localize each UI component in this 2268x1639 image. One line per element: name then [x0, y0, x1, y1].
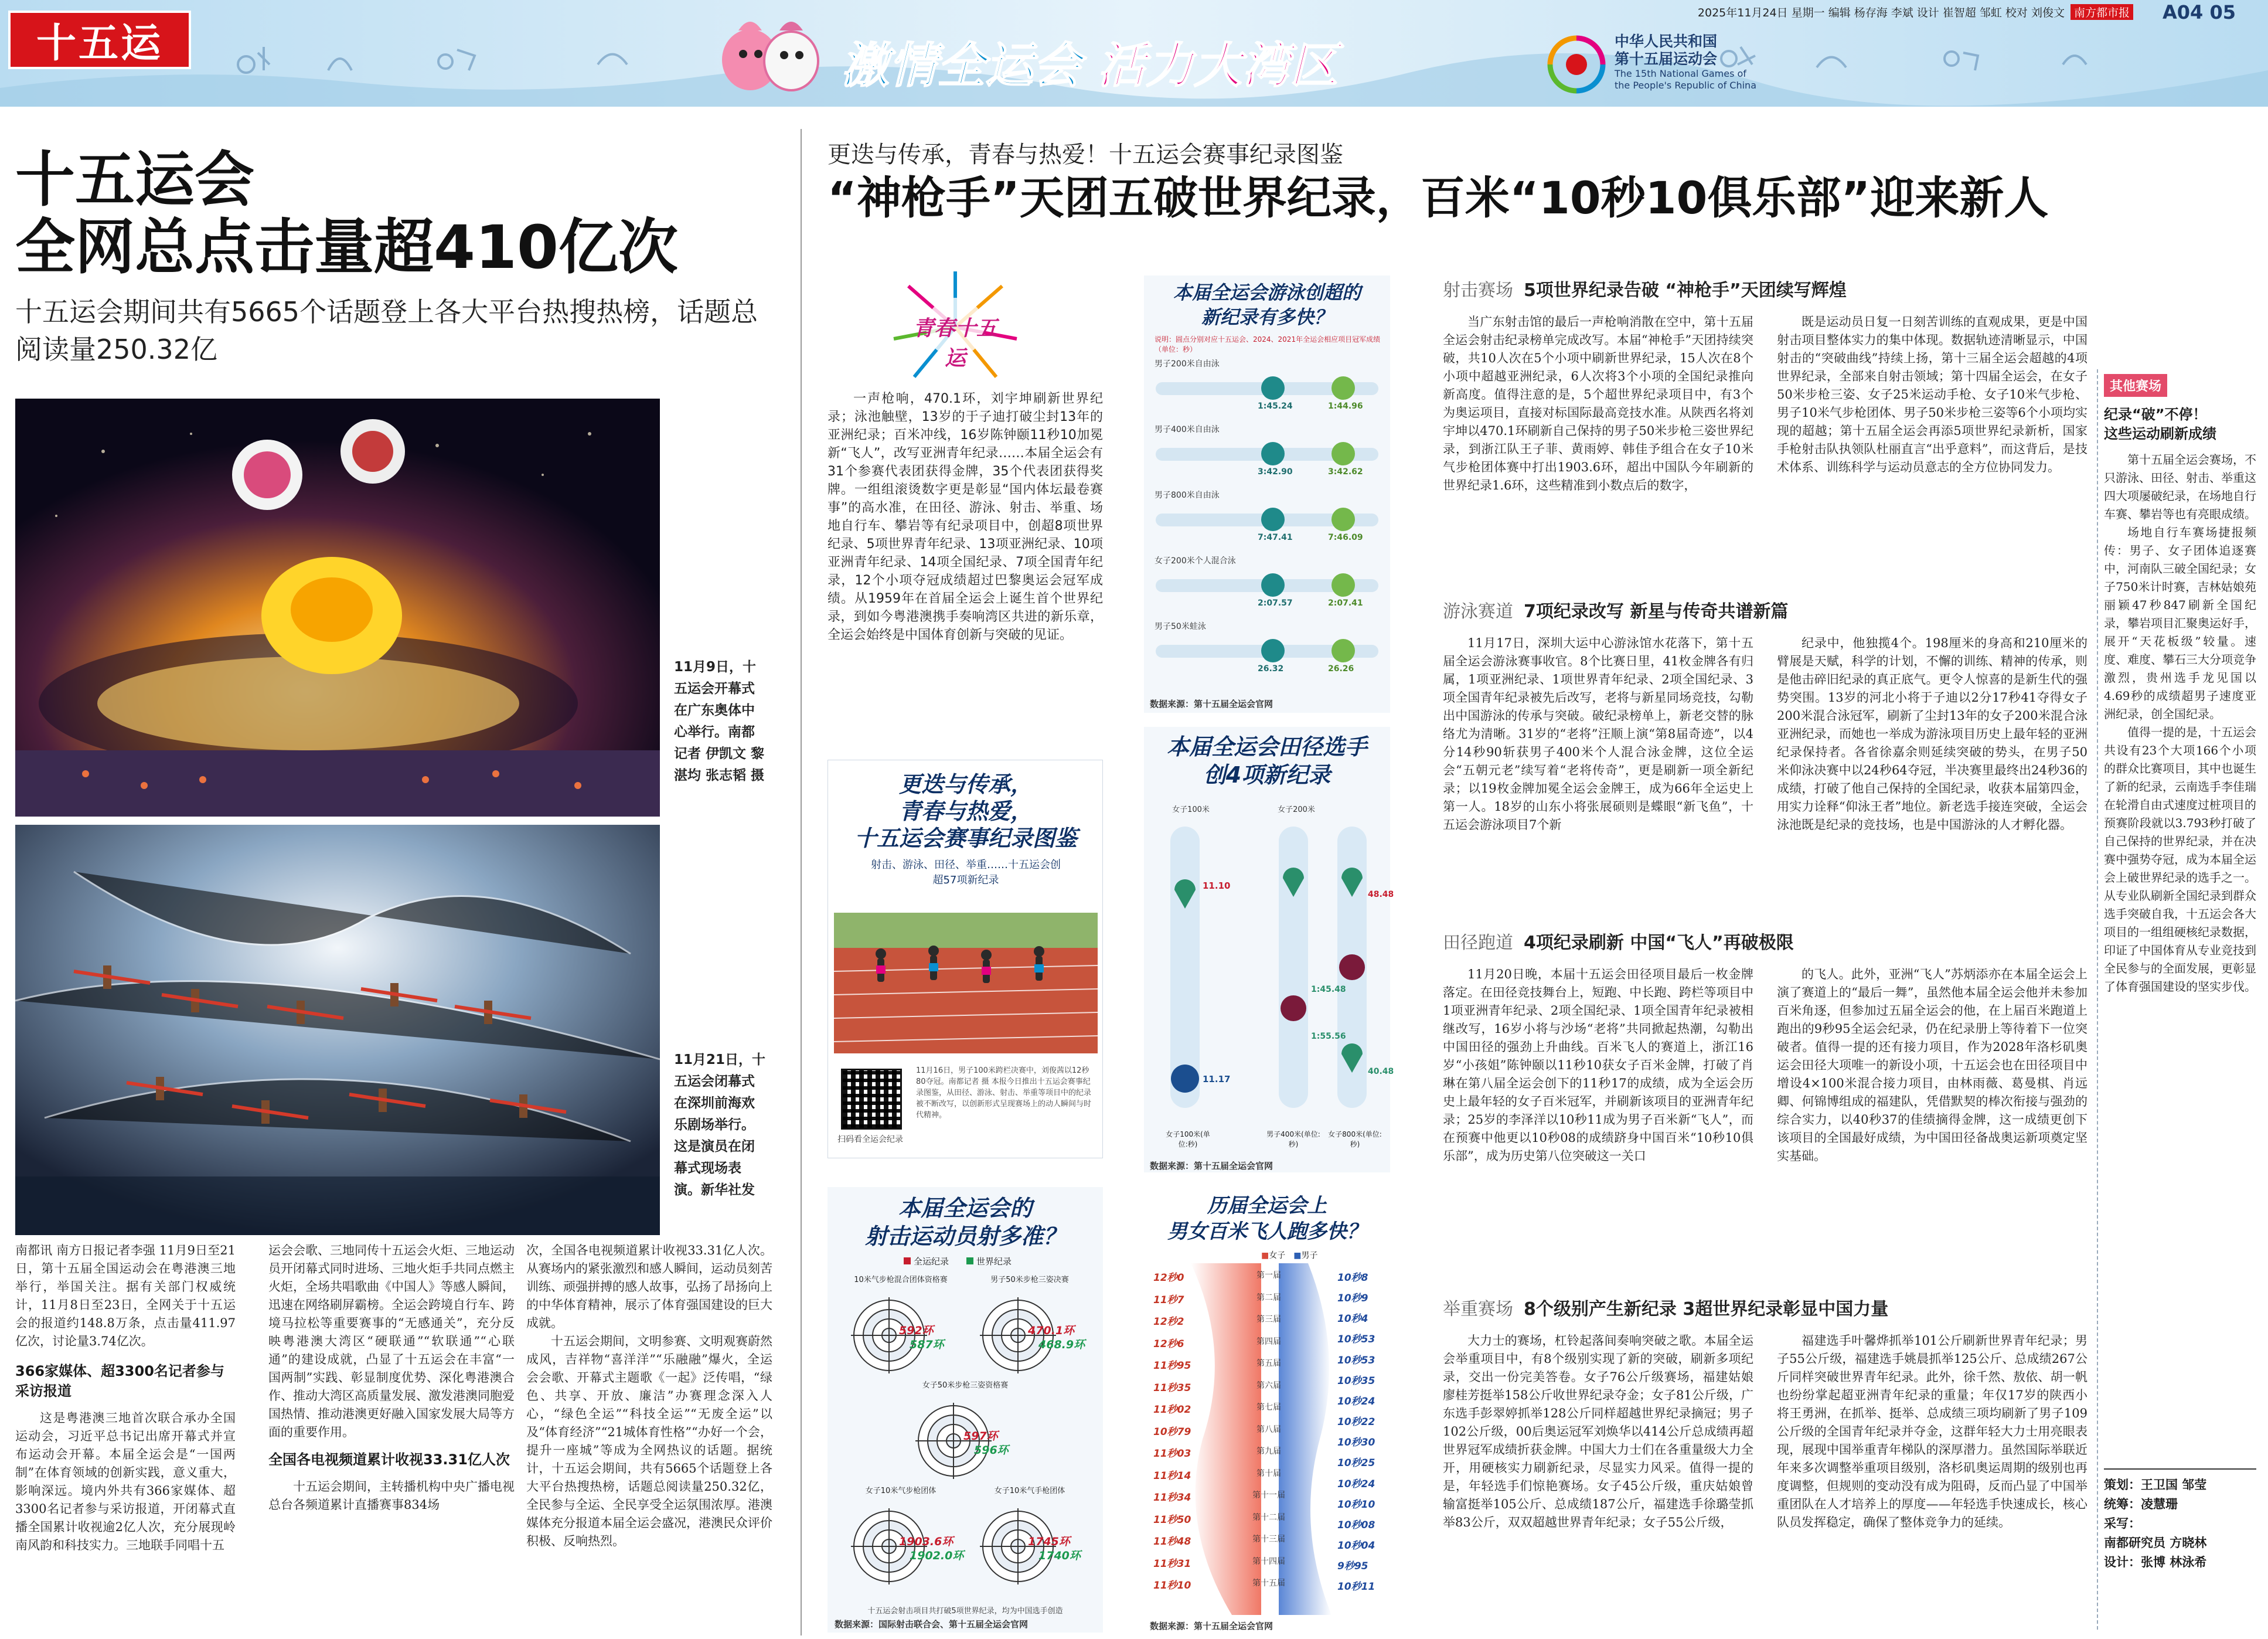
weightlifting-col-a: 大力士的赛场，杠铃起落间奏响突破之歌。本届全运会举重项目中，有8个级别实现了新的突破，刷新多项纪录，交出一份完美答卷。女子76公斤级赛场，福建姑娘廖桂芳挺举158公斤收世界纪录夺金；女子81公斤级，广东选手彭翠婷抓举128公斤同样超越世界纪录摘冠；男子102公斤级，00后奥运冠军刘焕华以414公斤总成绩再超世界冠军成绩折获金牌。中国大力士们在各重量级大力全开，用硬核实力刷新纪录，尽显实力风采。值得一提的是，年轻选手们惊艳赛场。女子45公斤级，重庆姑娘曾输富挺举105公斤、总成绩187公斤，福建选手徐璐莹抓举83公斤，双双超越世界青年纪录；女子55公斤级，	[1443, 1334, 1753, 1529]
track-source: 数据来源：第十五届全运会官网	[1150, 1161, 1273, 1171]
left-col-1	[15, 1242, 236, 1555]
section-weightlifting	[1443, 1294, 2087, 1532]
section-swimming-title: 7项纪录改写 新星与传奇共谱新篇	[1524, 601, 1789, 622]
center-kicker: 更迭与传承，青春与热爱！十五运会赛事纪录图鉴	[827, 141, 1343, 168]
sprint-legend	[1261, 1249, 1317, 1261]
header-banner	[0, 0, 2268, 107]
swim-dot	[1331, 442, 1355, 465]
track-axis-1: 女子100米(单位:秒)	[1166, 1130, 1210, 1148]
track-chart	[1144, 727, 1394, 1172]
sprint-male-value: 10秒04	[1337, 1540, 1375, 1552]
poster-title-line-3: 十五运会赛事纪录图鉴	[854, 825, 1077, 851]
swim-value: 1:45.24	[1258, 402, 1293, 411]
photo-closing-ceremony	[15, 825, 660, 1235]
section-athletics-heading	[1443, 928, 2087, 954]
track-tracks	[1144, 821, 1390, 1125]
date-editors: 2025年11月24日 星期一 编辑 杨存海 李斌 设计 崔智超 邹虹 校对 刘俊文	[1697, 6, 2065, 19]
left-col3-para2: 十五运会期间，文明参赛、文明观赛蔚然成风，吉祥物“喜洋洋”“乐融融”爆火，全运会会歌、开幕式主题歌《一起》泛传唱，“绿色、共享、开放、廉洁”办赛理念深入人心，“绿色全运”“科技全运”“无废全运”以及“体育经济”“21城体育性格”“办好一个会，提升一座城”等成为全网热议的话题。据统计，十五运会期间，共有5665个话题登上各大平台热搜热榜，话题总阅读量250.32亿，全民参与全运、全民享受全运氛围浓厚。港澳媒体充分报道本届全运会盛况，港澳民众评价积极、反响热烈。	[526, 1334, 772, 1548]
left-col1-para2: 这是粤港澳三地首次联合承办全国运动会，习近平总书记出席开幕式并宣布运动会开幕。本届全运会是“一国两制”在体育领域的创新实践，意义重大，影响深远。境内外共有366家媒体、超3300名记者参与采访报道，开闭幕式直播全国累计收视逾2亿人次，充分展现岭南风韵和科技实力。三地联手同唱十五	[15, 1411, 236, 1552]
credit-3: 采写：	[2104, 1516, 2141, 1531]
left-col3-para1: 次，全国各电视频道累计收视33.31亿人次。从赛场内的紧张激烈和感人瞬间，运动员刻苦训练、顽强拼搏的感人故事，弘扬了昂扬向上的中华体育精神，展示了体育强国建设的巨大成就。	[526, 1243, 772, 1330]
shooting-col-b: 既是运动员日复一日刻苦训练的直观成果，更是中国射击项目整体实力的集中体现。数据轨迹清晰显示，中国射击的“突破曲线”持续上扬，第十三届全运会超越的4项世界纪录，全部来自射击领域；第十四届全运会，在女子50米步枪三姿、女子25米运动手枪、女子10米气步枪、男子10米气步枪团体、男子50米步枪三姿等6个小项均实现的超越；第十五届全运会再添5项世界纪录新析，国家手枪射击队执领队杜丽直言“出乎意料”，而这背后，是技术体系、训练科学与运动员意志的全方位协同发力。	[1777, 315, 2087, 474]
slogan-part-1: 激情全运会	[841, 38, 1081, 94]
poster-title-line-2: 青春与热爱，	[898, 798, 1033, 824]
mascot-icon	[709, 13, 826, 101]
swim-dot	[1261, 639, 1285, 662]
sprint-edition: 第十五届	[1252, 1579, 1285, 1588]
section-weightlifting-tag: 举重赛场	[1443, 1299, 1513, 1320]
shoot-value-world: 468.9环	[1038, 1338, 1085, 1351]
shoot-note: 十五运会射击项目共打破5项世界纪录，均为中国选手创造	[867, 1607, 1063, 1616]
sprint-edition: 第十四届	[1252, 1556, 1285, 1566]
page-number: A04 05	[2163, 1, 2236, 23]
sidebar-title-1: 纪录“破”不停！	[2104, 406, 2207, 423]
shoot-value-record: 592环	[899, 1324, 934, 1337]
swim-value: 3:42.62	[1328, 467, 1363, 477]
section-swimming-heading	[1443, 597, 2087, 623]
shoot-target-name: 女子50米步枪三姿资格赛	[922, 1381, 1009, 1390]
sprint-edition: 第十二届	[1252, 1512, 1285, 1522]
sprint-female-value: 12秒0	[1153, 1272, 1184, 1284]
shoot-legend-1	[904, 1255, 949, 1267]
swim-value: 7:46.09	[1328, 533, 1363, 542]
shoot-value-world: 1902.0环	[910, 1549, 964, 1562]
swim-title-2: 新纪录有多快？	[1201, 306, 1333, 328]
section-shooting-title: 5项世界纪录告破 “神枪手”天团续写辉煌	[1524, 280, 1847, 301]
swim-value: 26.32	[1258, 664, 1284, 674]
weightlifting-col-b: 福建选手叶馨烨抓举101公斤刷新世界青年纪录；男子55公斤级，福建选手姚晨抓举125公斤、总成绩267公斤同样突破世界青年纪录。此外，徐千然、敖依、胡一帆也纷纷掌起超亚洲青年纪录的重量；年仅17岁的陕西小将王勇洲，在抓举、挺举、总成绩三项均刷新了男子109公斤级的全国青年纪录并夺金，这群年轻大力士用亮眼表现，展现中国举重青年梯队的深厚潜力。虽然国际举联近年来多次调整举重项目级别，洛杉矶奥运周期的级别也再度调整，但规则的变动没有成为阻碍，反而凸显了中国举重团队在人才培养上的厚度——年轻选手快速成长，核心队员发挥稳定，确保了整体竞争力的延续。	[1777, 1334, 2087, 1529]
swim-dot	[1261, 573, 1285, 597]
shoot-target-name: 女子10米气手枪团体	[994, 1487, 1065, 1495]
poster-subtitle: 射击、游泳、田径、举重……十五运会创超57项新纪录	[871, 859, 1061, 886]
shooting-chart	[827, 1187, 1103, 1633]
games-name-en-1: The 15th National Games of	[1615, 68, 1746, 79]
swim-chart	[1144, 276, 1390, 713]
swim-value: 7:47.41	[1258, 533, 1293, 542]
athletics-col-a: 11月20日晚，本届十五运会田径项目最后一枚金牌落定。在田径竞技舞台上，短跑、中长跑、跨栏等项目中1项亚洲青年纪录、2项全国纪录、1项全国青年纪录被相继改写，16岁小将与沙场“老将”共同掀起热潮，勾勒出中国田径的强劲上升曲线。百米飞人的赛道上，浙江16岁“小孩姐”陈钟颐以11秒10获女子百米金牌，打破了肖琳在第八届全运会创下的11秒17的成绩，成为全运会历史上最年轻的女子百米冠军，并刷新该项目的亚洲青年纪录；25岁的李泽洋以10秒11成为男子百米新“飞人”，而在预赛中他更以10秒08的成绩跻身中国百米“10秒10俱乐部”，成为历史第八位突破这一关口	[1443, 967, 1753, 1163]
swim-title-1: 本届全运会游泳创超的	[1173, 281, 1361, 304]
shoot-value-record: 597环	[963, 1430, 998, 1443]
shoot-value-record: 470.1环	[1028, 1324, 1075, 1337]
sprint-title	[1144, 1193, 1390, 1244]
sidebar-divider	[2097, 369, 2098, 1630]
swim-dot	[1331, 573, 1355, 597]
swim-event-label: 男子400米自由泳	[1155, 425, 1220, 434]
sprint-edition: 第五届	[1256, 1359, 1281, 1368]
sprint-male-value: 10秒8	[1337, 1272, 1368, 1284]
center-intro-text: 一声枪响，470.1环，刘宇坤刷新世界纪录；泳池触壁，13岁的于子迪打破尘封13年的亚洲纪录；百米冲线，16岁陈钟颐11秒10加冕新“飞人”，改写亚洲青年纪录……本届全运会有31个参赛代表团获得金牌，35个代表团获得奖牌。一组组滚烫数字更是彰显“国内体坛最卷赛事”的高水准，在田径、游泳、射击、举重、场地自行车、攀岩等有纪录项目中，创超8项世界纪录、5项世界青年纪录、13项亚洲纪录、10项亚洲青年纪录、14项全国纪录、7项全国青年纪录，12个小项夺冠成绩超过巴黎奥运会冠军成绩。从1959年在首届全运会上诞生首个世界纪录，到如今粤港澳携手奏响湾区共进的新乐章，全运会始终是中国体育创新与突破的见证。	[827, 392, 1103, 642]
sprint-male-value: 10秒4	[1337, 1313, 1368, 1325]
shoot-legend-2	[966, 1255, 1012, 1267]
swim-event-label: 男子800米自由泳	[1155, 491, 1220, 500]
left-subtitle: 十五运会期间共有5665个话题登上各大平台热搜热榜，话题总阅读量250.32亿	[15, 296, 758, 365]
swim-event-label: 男子200米自由泳	[1155, 359, 1220, 369]
center-intro	[827, 390, 1103, 644]
shoot-value-world: 1740环	[1038, 1549, 1081, 1562]
sprint-edition: 第九届	[1256, 1447, 1281, 1456]
track-value-4: 1:45.48	[1311, 985, 1346, 994]
swim-value: 26.26	[1328, 664, 1354, 674]
sprint-edition: 第六届	[1256, 1380, 1281, 1390]
photo-closing-ceremony-image	[15, 825, 660, 1235]
section-shooting-tag: 射击赛场	[1443, 280, 1513, 301]
poster-small-text: 11月16日，男子100米跨栏决赛中，刘俊茜以12秒80夺冠。南都记者 摄 本报今日推出十五运会赛事纪录图鉴，从田径、游泳、射击、举重等项目中的纪录被不断改写，以创新形式呈现赛场上的动人瞬间与时代精神。	[916, 1066, 1092, 1120]
sprint-female-value: 11秒02	[1153, 1404, 1191, 1416]
swim-event-label: 女子200米个人混合泳	[1155, 556, 1236, 566]
shoot-value-record: 1903.6环	[899, 1535, 953, 1548]
swim-dot	[1331, 639, 1355, 662]
track-dot-3	[1339, 954, 1365, 980]
section-weightlifting-title: 8个级别产生新纪录 3超世界纪录彰显中国力量	[1524, 1299, 1889, 1320]
sprint-legend-f-text: 女子	[1269, 1251, 1286, 1260]
track-dot-1	[1171, 1065, 1199, 1093]
sprint-legend-m-text: 男子	[1301, 1251, 1318, 1260]
sprint-legend-m: ■男子	[1293, 1251, 1318, 1260]
games-name-cn-2: 第十五届运动会	[1615, 50, 1718, 67]
sprint-title-2: 男女百米飞人跑多快？	[1167, 1220, 1367, 1243]
sprint-male-value: 10秒11	[1337, 1581, 1375, 1593]
games-name-en-2: the People's Republic of China	[1615, 80, 1756, 91]
sprint-female-value: 11秒50	[1153, 1514, 1191, 1526]
sprint-edition: 第二届	[1256, 1293, 1281, 1303]
sprint-female-value: 11秒31	[1153, 1558, 1191, 1570]
caption-opening: 11月9日，十五运会开幕式在广东奥体中心举行。南都记者 伊凯文 黎湛均 张志韬 摄	[674, 659, 765, 783]
section-swimming	[1443, 597, 2087, 834]
swim-value: 1:44.96	[1328, 402, 1363, 411]
photo-opening-ceremony	[15, 399, 660, 817]
shoot-legend	[904, 1255, 1012, 1267]
games-name-cn-1: 中华人民共和国	[1615, 33, 1718, 50]
poster-title-line-1: 更迭与传承，	[898, 771, 1033, 797]
credit-4: 南都研究员 方晓林	[2104, 1536, 2207, 1550]
track-axis-2: 男子400米(单位:秒)	[1266, 1130, 1320, 1148]
shoot-title-1: 本届全运会的	[898, 1195, 1032, 1221]
swim-dot	[1331, 376, 1355, 400]
slogan	[841, 29, 1338, 94]
track-value-2: 11.17	[1203, 1074, 1231, 1084]
brand-text: 十五运	[36, 20, 163, 67]
sprint-female-value: 11秒03	[1153, 1448, 1191, 1460]
sprint-edition: 第八届	[1256, 1424, 1281, 1434]
track-value-1: 11.10	[1203, 880, 1231, 891]
shooting-col-a: 当广东射击馆的最后一声枪响消散在空中，第十五届全运会射击纪录榜单完成改写。本届“神枪手”天团持续突破，共10人次在5个小项中刷新世界纪录，15人次在8个小项中超越亚洲纪录，6人次将3个小项的全国纪录推向新高度。值得注意的是，5个超世界纪录项目中，有3个为奥运项目，直接对标国际最高竞技水准。从陕西名将刘宇坤以470.1环刷新自己保持的男子50米步枪三姿世界纪录，到浙江队王子菲、黄雨婷、韩佳予组合在女子10米气步枪团体赛中打出1903.6环，超出中国队今年刷新的世界纪录1.6环，这些精准到小数点后的数字，	[1443, 315, 1753, 492]
sprint-female-value: 10秒79	[1153, 1426, 1191, 1438]
swim-value: 2:07.41	[1328, 599, 1363, 608]
sprint-legend-f: ■女子	[1261, 1251, 1286, 1260]
sprint-female-value: 11秒14	[1153, 1470, 1191, 1482]
athletics-col-b: 的飞人。此外，亚洲“飞人”苏炳添亦在本届全运会上演了赛道上的“最后一舞”，虽然他本届全运会他并未参加百米角逐，但参加过五届全运会的他，在上届百米跑道上跑出的9秒95全运会纪录，仍在纪录册上等待着下一位突破者。值得一提的还有接力项目，作为2028年洛杉矶奥运会田径大项唯一的新设小项，十五运会也在田径项目中增设4×100米混合接力项目，由林雨薇、葛曼棋、肖远卿、何锦博组成的福建队，凭借默契的棒次衔接与强劲的综合实力，以40秒37的佳绩摘得金牌，这一成绩更创下该项目的全国最好成绩，为中国田径备战奥运新项奠定坚实基础。	[1777, 967, 2087, 1163]
sprint-female-value: 11秒35	[1153, 1382, 1191, 1394]
sprint-male-value: 10秒9	[1337, 1293, 1368, 1305]
credit-2: 统筹：凌慧珊	[2104, 1497, 2178, 1511]
sidebar-credits	[2104, 1468, 2256, 1572]
games-name	[1615, 33, 1761, 91]
left-col2-para2: 十五运会期间，主转播机构中央广播电视总台各频道累计直播赛事834场	[268, 1480, 515, 1512]
track-dot-2	[1281, 995, 1306, 1021]
sprint-edition: 第七届	[1256, 1403, 1281, 1412]
sprint-female-value: 11秒7	[1153, 1294, 1184, 1306]
center-headline: “神枪手”天团五破世界纪录，百米“10秒10俱乐部”迎来新人	[827, 172, 2049, 224]
date-line	[1500, 2, 2133, 21]
swim-dot	[1261, 376, 1285, 400]
records-poster	[827, 760, 1103, 1158]
section-weightlifting-heading	[1443, 1294, 2087, 1320]
shoot-legend-1-text: 全运纪录	[914, 1256, 949, 1267]
swim-value: 2:07.57	[1258, 599, 1293, 608]
sprint-male-value: 9秒95	[1337, 1560, 1368, 1573]
sprint-title-1: 历届全运会上	[1207, 1194, 1327, 1218]
swim-dot	[1331, 508, 1355, 531]
section-athletics-tag: 田径跑道	[1443, 933, 1513, 953]
swimming-col-a: 11月17日，深圳大运中心游泳馆水花落下，第十五届全运会游泳赛事收官。8个比赛日里，41枚金牌各有归属，1项亚洲纪录、1项世界青年纪录、2项全国纪录、3项全国青年纪录被先后改写，老将与新星同场竞技，勾勒出中国游泳的传承与突破。破纪录榜单上，新老交替的脉络尤为清晰。31岁的“老将”汪顺上演“第8届奇迹”，以4分14秒90斩获男子400米个人混合泳金牌，这位全运会“五朝元老”续写着“老将传奇”，更是刷新一项全新纪录；以19枚金牌加冕全运会金牌王，成为66年全运史上第一人。18岁的山东小将张展硕则是蝶眼“新飞鱼”，十五运会游泳项目7个新	[1443, 636, 1753, 832]
track-label-1: 女子100米	[1172, 805, 1210, 814]
logo-art	[885, 268, 1026, 386]
qr-label: 扫码看全运会纪录	[837, 1135, 903, 1144]
sprint-edition: 第四届	[1256, 1337, 1281, 1346]
shoot-title-2: 射击运动员射多准？	[864, 1223, 1065, 1249]
left-title-2: 全网总点击量超410亿次	[15, 213, 678, 283]
shoot-title	[827, 1194, 1103, 1250]
slogan-part-2: 活力大湾区	[1098, 38, 1338, 94]
sidebar-title-2: 这些运动刷新成绩	[2104, 426, 2216, 442]
left-col-3	[526, 1242, 772, 1550]
sprint-chart	[1144, 1187, 1390, 1633]
sidebar-para-1: 第十五届全运会赛场，不只游泳、田径、射击、举重这四大项屡破纪录，在场地自行车赛、攀岩等也有亮眼成绩。	[2104, 453, 2256, 521]
shoot-value-world: 587环	[910, 1338, 944, 1351]
sprint-male-value: 10秒24	[1337, 1478, 1375, 1490]
credit-1: 策划：王卫国 邹莹	[2104, 1478, 2207, 1492]
sprint-edition: 第十三届	[1252, 1535, 1285, 1544]
sprint-edition: 第十一届	[1252, 1491, 1285, 1500]
sprint-edition: 第十届	[1256, 1468, 1281, 1478]
games-emblem-icon	[1544, 32, 1609, 97]
left-col-2	[268, 1242, 515, 1514]
track-value-6: 40.48	[1368, 1067, 1394, 1076]
shoot-target-name: 10米气步枪混合团体资格赛	[854, 1276, 948, 1284]
sprint-male-value: 10秒22	[1337, 1416, 1375, 1429]
left-col1-para1: 南都讯 南方日报记者李强 11月9日至21日，第十五届全国运动会在粤港澳三地举行，举国关注。据有关部门权威统计，11月8日至23日，全网关于十五运会的报道约148.8万条，点击量411.97亿次，讨论量3.74亿次。	[15, 1243, 236, 1348]
track-axis-3: 女子800米(单位:秒)	[1328, 1130, 1382, 1148]
sprint-male-value: 10秒35	[1337, 1375, 1375, 1387]
sprint-female-value: 12秒2	[1153, 1316, 1184, 1328]
sprint-male-value: 10秒24	[1337, 1395, 1375, 1407]
track-title	[1144, 733, 1390, 789]
section-athletics-title: 4项纪录刷新 中国“飞人”再破极限	[1524, 933, 1794, 953]
sprint-male-value: 10秒08	[1337, 1519, 1375, 1531]
sidebar-para-3: 值得一提的是，十五运会共设有23个大项166个小项的群众比赛项目，其中也诞生了新的纪录，云南选手李佳瑞在轮滑自由式速度过桩项目的预赛阶段就以3.793秒打破了自己保持的世界纪录，并在决赛中强势夺冠，成为本届全运会上破世界纪录的选手之一。从专业队刷新全国纪录到群众选手突破自我，十五运会各大项目的一组组硬核纪录数据，印证了中国体育从专业竞技到全民参与的全面发展，更彰显了体育强国建设的坚实步伐。	[2104, 725, 2256, 994]
left-col2-heading: 全国各电视频道累计收视33.31亿人次	[268, 1451, 510, 1468]
poster-track-illustration	[834, 913, 1098, 1053]
section-swimming-tag: 游泳赛道	[1443, 601, 1513, 622]
sidebar-badge: 其他赛场	[2104, 374, 2167, 397]
sprint-male-value: 10秒53	[1337, 1354, 1375, 1366]
section-shooting-heading	[1443, 276, 2087, 301]
shoot-source: 数据来源：国际射击联合会、第十五届全运会官网	[835, 1619, 1029, 1630]
sprint-male-value: 10秒53	[1337, 1334, 1375, 1346]
left-col2-para1: 运会会歌、三地同传十五运会火炬、三地运动员开闭幕式同时进场、三地火炬手共同点燃主火炬，全场共唱歌曲《中国人》等感人瞬间，迅速在网络刷屏霸榜。全运会跨境自行车、跨境马拉松等重要赛事的“无感通关”，充分反映粤港澳大湾区“硬联通”“软联通”“心联通”的建设成就，凸显了十五运会在丰富“一国两制”实践、彰显制度优势、深化粤港澳合作、推动大湾区高质量发展、激发港澳同胞爱国热情、推动港澳更好融入国家发展大局等方面的重要作用。	[268, 1243, 515, 1439]
shoot-target-name: 女子10米气步枪团体	[865, 1487, 937, 1495]
swim-dot	[1261, 508, 1285, 531]
sidebar	[2104, 374, 2256, 996]
track-title-1: 本届全运会田径选手	[1166, 734, 1367, 760]
sprint-male-value: 10秒30	[1337, 1437, 1375, 1449]
swim-event-label: 男子50米蛙泳	[1155, 622, 1206, 631]
left-headline	[15, 147, 777, 368]
left-col1-heading: 366家媒体、超3300名记者参与采访报道	[15, 1363, 224, 1399]
sidebar-para-2: 场地自行车赛场捷报频传：男子、女子团体追逐赛中，河南队三破全国纪录；女子750米计时赛，吉林姑娘苑丽颖47秒847刷新全国纪录，攀岩项目汇聚奥运好手，展开“天花板级”较量。速度、难度、攀石三大分项竞争激烈，贵州选手龙见国以4.69秒的成绩超男子速度亚洲纪录，创全国纪录。	[2104, 525, 2256, 721]
page-divider	[801, 129, 802, 1635]
track-title-2: 创4项新纪录	[1203, 762, 1331, 788]
logo-text: 青春十五运	[912, 317, 997, 370]
photo-opening-ceremony-image	[15, 399, 660, 817]
section-athletics	[1443, 928, 2087, 1165]
swimming-col-b: 纪录中，他独揽4个。198厘米的身高和210厘米的臂展是天赋，科学的计划，不懈的训练、精神的传承，则是他击碎旧纪录的真正底气。更令人惊喜的是新生代的强势突围。13岁的河北小将于子迪以2分17秒41夺得女子200米混合泳冠军，刷新了尘封13年的女子200米混合泳亚洲纪录，而她也一举成为游泳项目历史上最年轻的亚洲纪录保持者。各省徐嘉余则延续突破的势头，在男子50米仰泳决赛中以24秒64夺冠，半决赛里最终出24秒36的成绩，打破了他自己保持的全国纪录，收获本届第四金，用实力诠释“仰泳王者”地位。新老选手接连突破，全运会泳池既是纪录的竞技场，也是中国游泳的人才孵化器。	[1777, 636, 2087, 832]
shoot-legend-2-text: 世界纪录	[976, 1256, 1012, 1267]
caption-closing: 11月21日，十五运会闭幕式在深圳前海欢乐剧场举行。这是演员在闭幕式现场表演。新华社发	[674, 1052, 766, 1198]
track-label-2: 女子200米	[1278, 805, 1315, 814]
swim-note: 说明：圆点分别对应十五运会、2024、2021年全运会相应项目冠军成绩（单位：秒）	[1155, 335, 1381, 353]
sprint-edition: 第一届	[1256, 1271, 1281, 1280]
sprint-source: 数据来源：第十五届全运会官网	[1150, 1621, 1273, 1631]
credit-5: 设计：张博 林泳希	[2104, 1555, 2207, 1569]
swim-title	[1144, 280, 1390, 329]
sprint-female-value: 11秒48	[1153, 1536, 1191, 1548]
swim-source: 数据来源：第十五届全运会官网	[1150, 699, 1273, 709]
track-value-5: 1:55.56	[1311, 1032, 1346, 1041]
sprint-male-value: 10秒25	[1337, 1457, 1375, 1470]
sprint-female-value: 12秒6	[1153, 1338, 1184, 1350]
swim-value: 3:42.90	[1258, 467, 1293, 477]
shoot-target-name: 男子50米步枪三姿决赛	[990, 1276, 1069, 1284]
shoot-value-record: 1745环	[1028, 1535, 1070, 1548]
swim-dot	[1261, 442, 1285, 465]
sprint-female-value: 11秒34	[1153, 1492, 1191, 1504]
poster-title	[828, 771, 1104, 888]
shoot-value-world: 596环	[974, 1444, 1009, 1457]
brand-badge	[8, 11, 191, 69]
paper-name: 南方都市报	[2071, 4, 2133, 20]
section-shooting	[1443, 276, 2087, 495]
track-value-3: 48.48	[1368, 890, 1394, 899]
sprint-female-value: 11秒10	[1153, 1580, 1191, 1592]
left-title-1: 十五运会	[15, 145, 254, 215]
sprint-edition: 第三届	[1256, 1315, 1281, 1324]
qr-code[interactable]	[841, 1069, 902, 1130]
sprint-male-value: 10秒10	[1337, 1498, 1375, 1511]
sprint-female-value: 11秒95	[1153, 1360, 1191, 1372]
